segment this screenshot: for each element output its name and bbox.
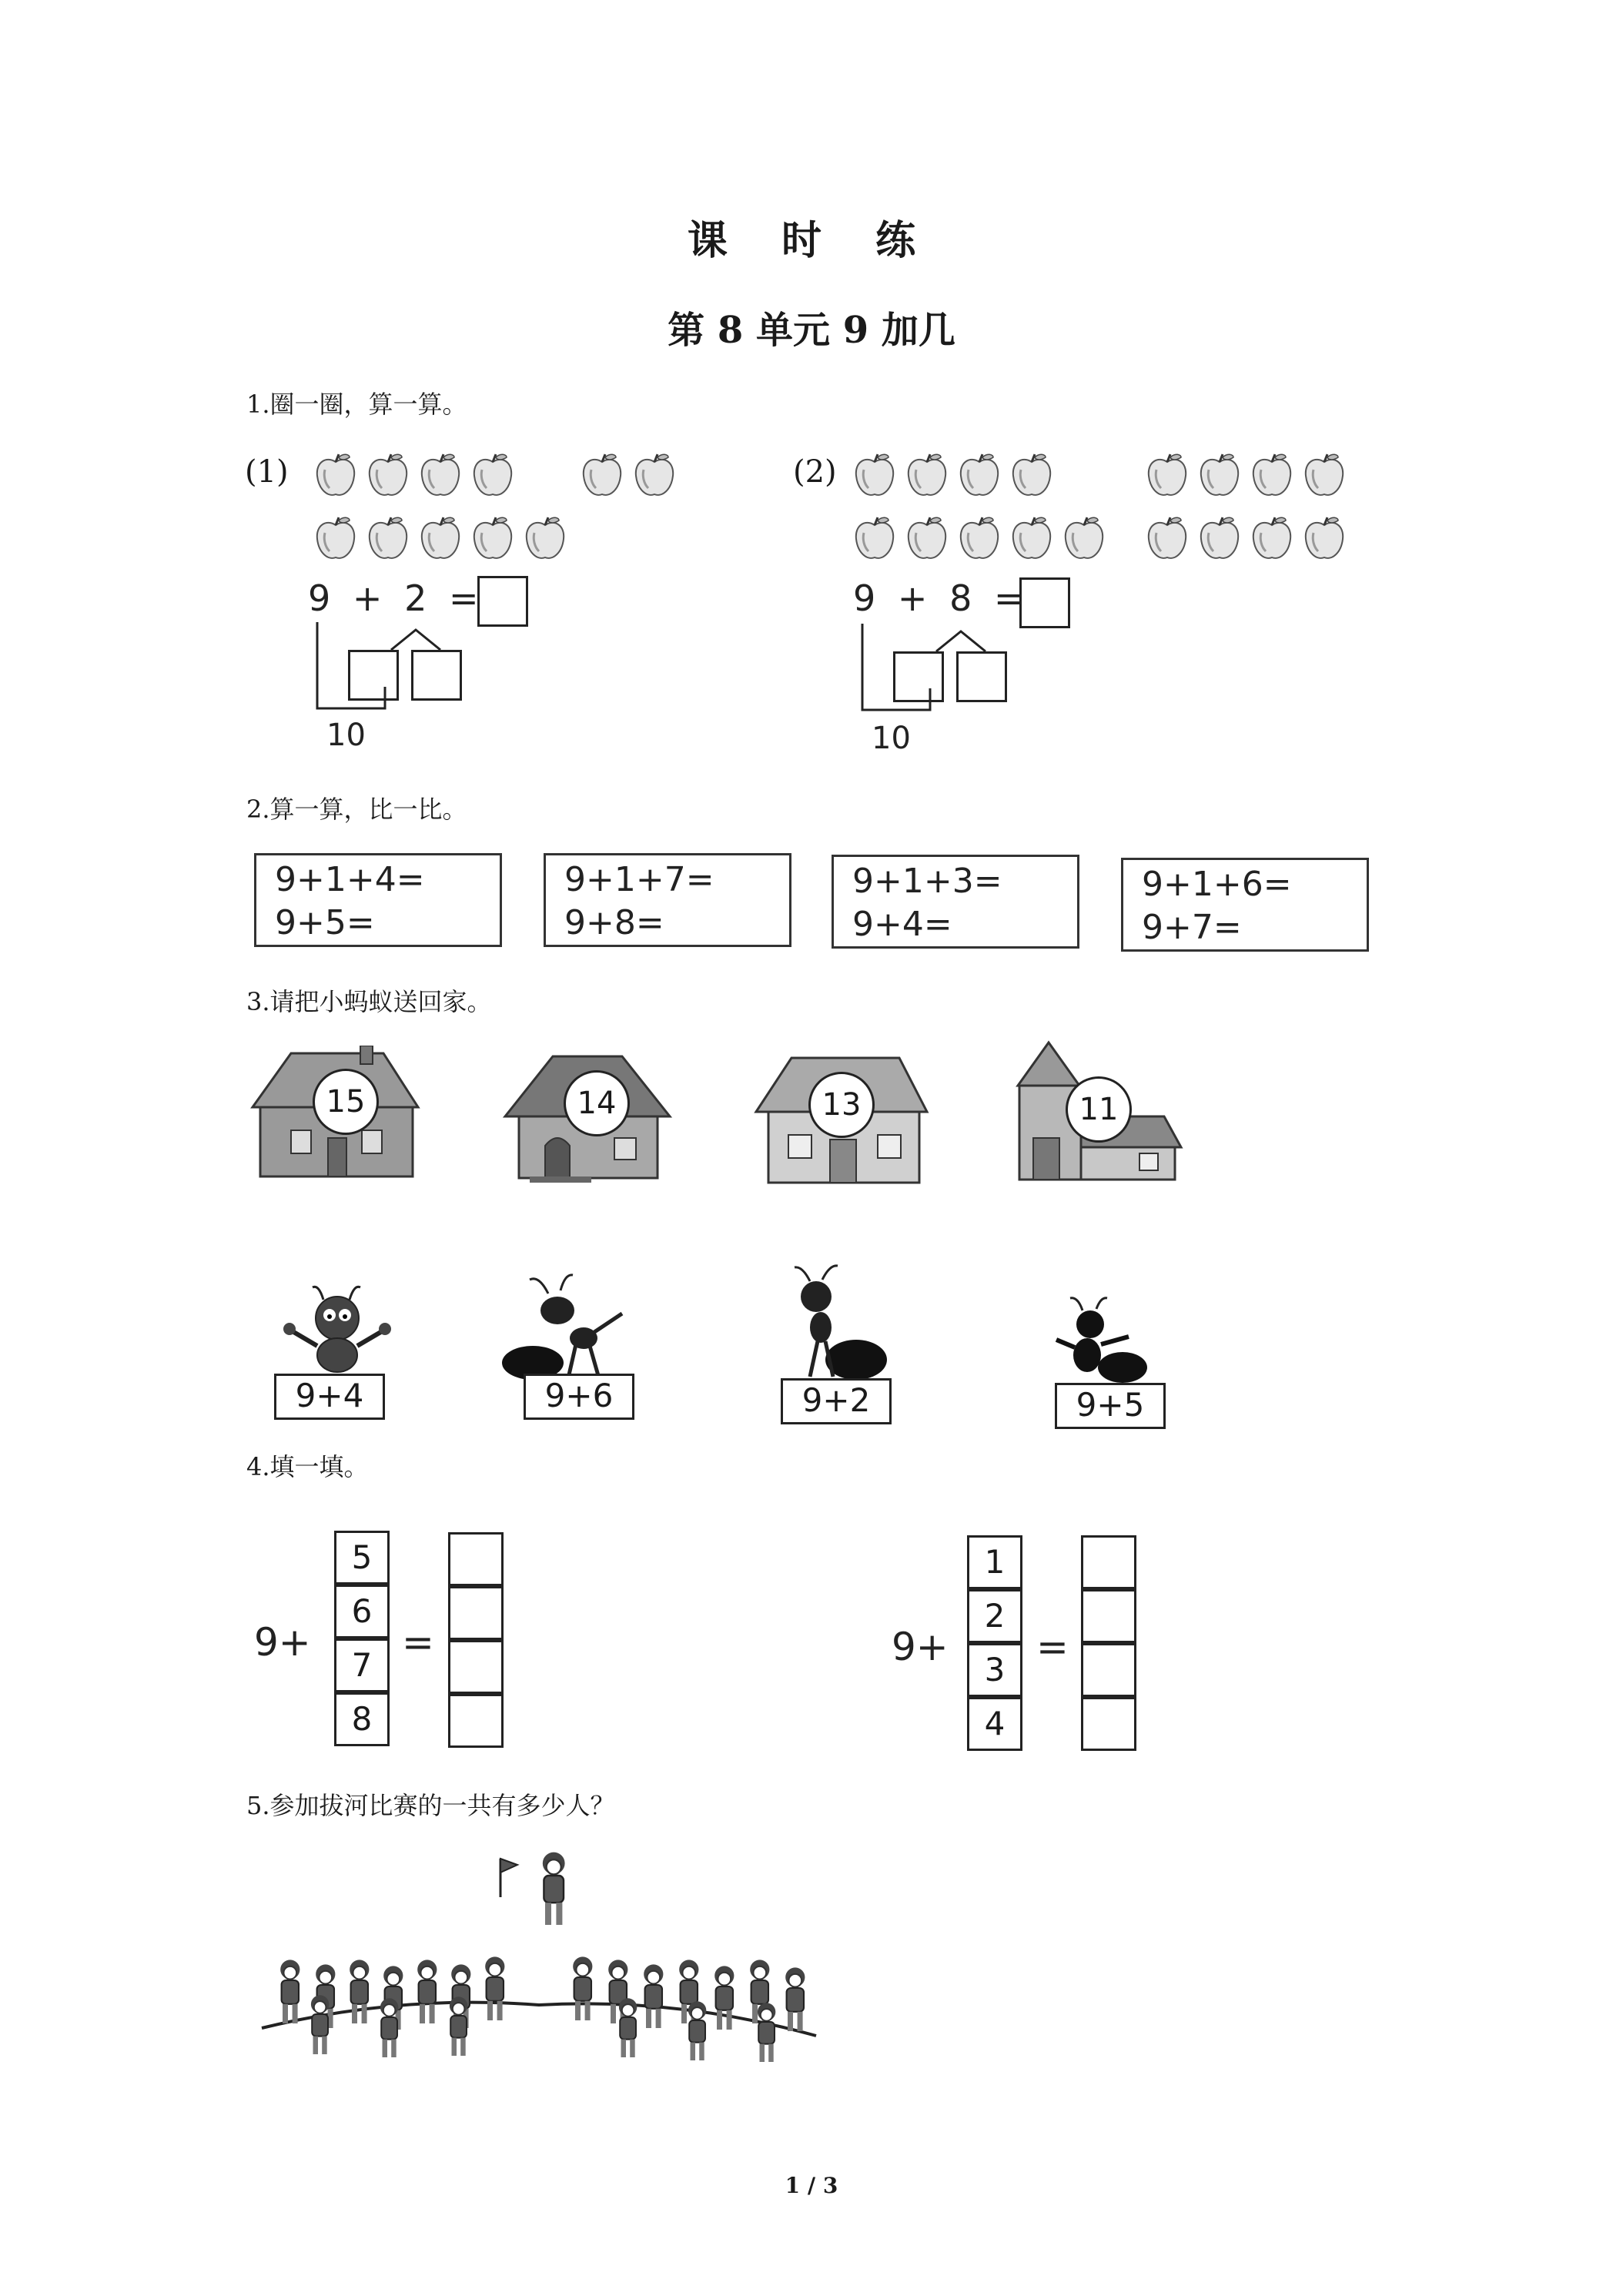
q4-right-cell-2: 2 — [967, 1589, 1022, 1643]
q4-right-answer-3[interactable] — [1081, 1643, 1136, 1697]
q1-part1-label: (1) — [245, 454, 289, 490]
ant-4-label[interactable]: 9+5 — [1055, 1383, 1166, 1429]
q1-part1-equation: 9 + 2 = — [308, 577, 479, 619]
q4-left-answer-3[interactable] — [448, 1640, 504, 1694]
q1-part1-decompose-lines — [308, 616, 493, 716]
compare-line-1: 9+1+4= — [275, 860, 425, 899]
ant-3 — [779, 1261, 918, 1384]
q4-left-prefix: 9+ — [254, 1620, 311, 1665]
compare-box-1 — [254, 853, 502, 947]
question-2-prompt: 2.算一算，比一比。 — [246, 795, 467, 824]
q1-part2-ten: 10 — [872, 721, 911, 756]
q4-left-equals: = — [402, 1620, 434, 1665]
compare-box-2 — [544, 853, 791, 947]
q4-right-cell-1: 1 — [967, 1535, 1022, 1589]
compare-line-2: 9+5= — [275, 903, 375, 942]
q4-left-cell-3: 7 — [334, 1638, 390, 1692]
q1-part2-equation: 9 + 8 = — [853, 577, 1024, 619]
q4-left-answer-1[interactable] — [448, 1532, 504, 1586]
ant-1 — [276, 1284, 399, 1377]
q1-part2-split-box-b[interactable] — [956, 651, 1007, 702]
ant-2 — [499, 1270, 653, 1386]
house-3-number: 13 — [808, 1072, 875, 1138]
compare-line-2: 9+4= — [852, 905, 952, 944]
question-3-prompt: 3.请把小蚂蚁送回家。 — [246, 987, 492, 1016]
ant-2-label[interactable]: 9+6 — [524, 1374, 634, 1420]
compare-line-2: 9+7= — [1142, 908, 1242, 947]
q1-part2-apples — [847, 447, 1386, 577]
q4-right-answer-2[interactable] — [1081, 1589, 1136, 1643]
question-1-prompt: 1.圈一圈，算一算。 — [246, 390, 467, 419]
compare-line-1: 9+1+7= — [564, 860, 714, 899]
unit-subtitle: 第 8 单元 9 加几 — [668, 309, 955, 352]
page-number: 1 / 3 — [785, 2173, 838, 2198]
q4-right-prefix: 9+ — [892, 1625, 949, 1669]
q1-part2-split-box-a[interactable] — [893, 651, 944, 702]
compare-line-1: 9+1+6= — [1142, 865, 1292, 904]
compare-line-2: 9+8= — [564, 903, 664, 942]
compare-line-1: 9+1+3= — [852, 862, 1002, 901]
q1-part1-split-box-a[interactable] — [348, 650, 399, 701]
q4-left-cell-4: 8 — [334, 1692, 390, 1746]
q4-right-answer-4[interactable] — [1081, 1697, 1136, 1751]
q4-right-cell-3: 3 — [967, 1643, 1022, 1697]
q4-left-cell-1: 5 — [334, 1531, 390, 1585]
q4-left-cell-2: 6 — [334, 1585, 390, 1638]
compare-box-4 — [1121, 858, 1369, 952]
q1-part1-ten: 10 — [326, 718, 366, 753]
q1-part2-label: (2) — [793, 454, 837, 490]
q1-part1-apples — [308, 447, 708, 577]
house-1-number: 15 — [313, 1069, 379, 1135]
question-5-prompt: 5.参加拔河比赛的一共有多少人？ — [246, 1791, 615, 1820]
q4-left-answer-2[interactable] — [448, 1586, 504, 1640]
house-4-number: 11 — [1066, 1076, 1132, 1143]
ant-1-label[interactable]: 9+4 — [274, 1374, 385, 1420]
house-2-number: 14 — [564, 1070, 630, 1136]
page-title: 课 时 练 — [687, 217, 936, 264]
q4-right-equals: = — [1036, 1625, 1069, 1669]
q4-right-cell-4: 4 — [967, 1697, 1022, 1751]
tug-of-war-illustration — [246, 1843, 855, 2082]
q1-part1-split-box-b[interactable] — [411, 650, 462, 701]
q4-right-answer-1[interactable] — [1081, 1535, 1136, 1589]
question-4-prompt: 4.填一填。 — [246, 1452, 369, 1481]
ant-4 — [1052, 1294, 1160, 1386]
q4-left-answer-4[interactable] — [448, 1694, 504, 1748]
compare-box-3 — [832, 855, 1079, 949]
ant-3-label[interactable]: 9+2 — [781, 1378, 892, 1424]
q1-part2-decompose-lines — [853, 618, 1038, 718]
